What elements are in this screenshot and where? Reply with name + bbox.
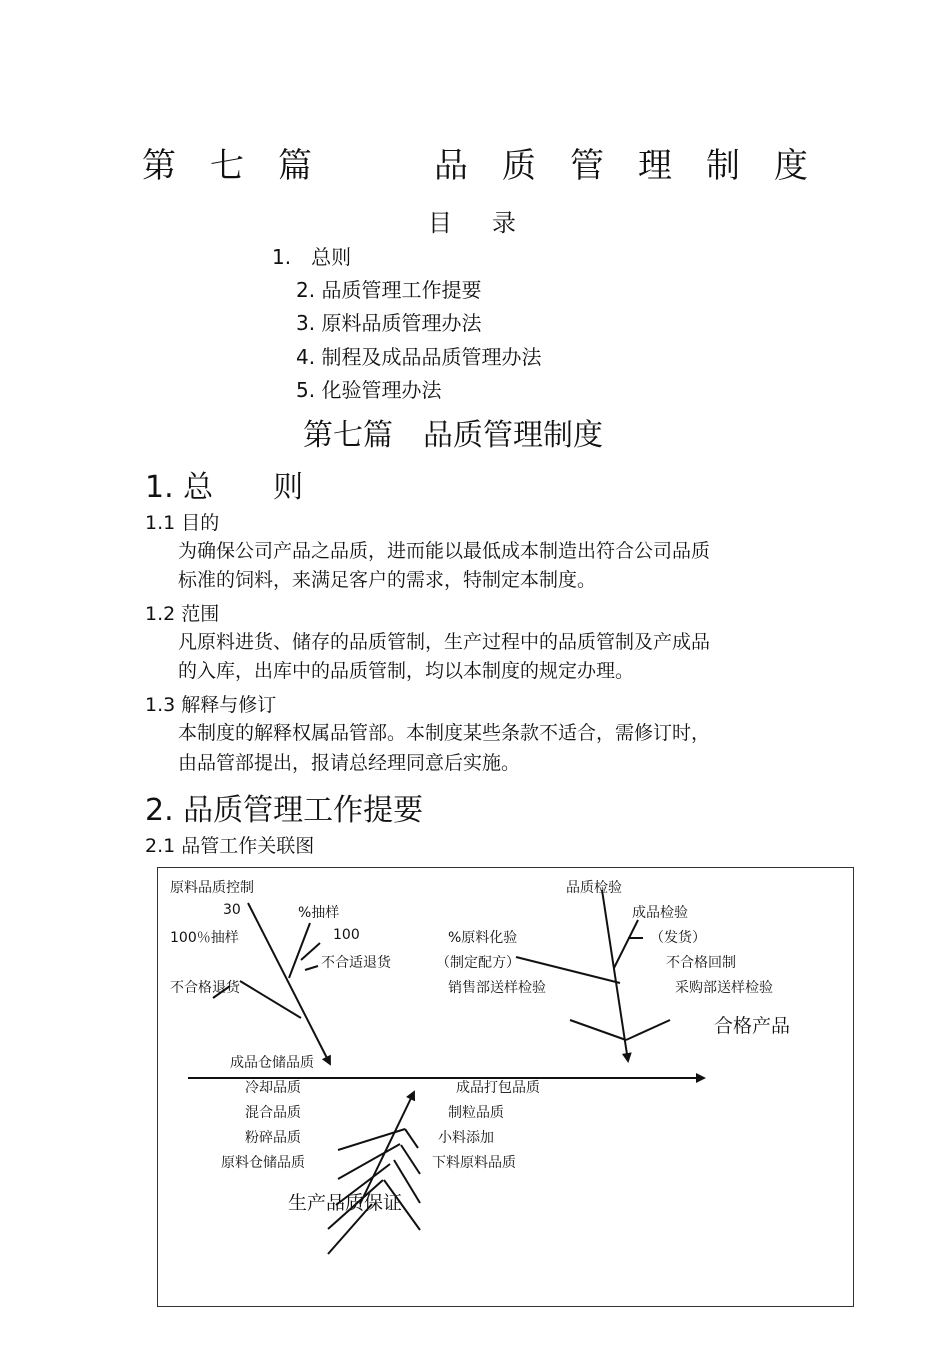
subsection-heading: 1.2 范围: [145, 603, 220, 625]
label-reject-recall: 不合格回制: [666, 955, 736, 971]
label-pct-raw-test: %原料化验: [448, 930, 518, 946]
subsection-heading: 2.1 品管工作关联图: [145, 835, 315, 857]
label-raw-storage: 原料仓储品质: [221, 1155, 305, 1171]
subsection-heading: 1.1 目的: [145, 512, 220, 534]
title-char: 管: [570, 146, 604, 186]
label-production: 生产品质保证: [288, 1192, 403, 1214]
label-mixing: 混合品质: [245, 1105, 301, 1121]
label-unfit-return: 不合适退货: [321, 955, 391, 971]
qc-relation-diagram: [157, 867, 854, 1307]
label-pellet: 制粒品质: [448, 1105, 504, 1121]
paragraph-line: 由品管部提出，报请总经理同意后实施。: [178, 752, 521, 774]
label-30: 30: [223, 902, 241, 918]
paragraph-line: 本制度的解释权属品管部。本制度某些条款不适合，需修订时，: [178, 722, 711, 744]
label-formula: （制定配方）: [436, 955, 520, 971]
section-heading: 1. 总 则: [145, 470, 304, 505]
toc-item: 4. 制程及成品品质管理办法: [296, 345, 542, 369]
title-char: 品: [434, 146, 468, 186]
paragraph-line: 的入库，出库中的品质管制，均以本制度的规定办理。: [178, 660, 635, 682]
title-char: 第: [142, 146, 176, 186]
title-char: 篇: [278, 146, 312, 186]
label-packing: 成品打包品质: [456, 1080, 540, 1096]
label-finished-storage: 成品仓储品质: [230, 1055, 314, 1071]
label-100: 100: [333, 927, 360, 943]
paragraph-line: 凡原料进货、储存的品质管制，生产过程中的品质管制及产成品: [178, 631, 711, 653]
label-raw-qc: 原料品质控制: [170, 880, 254, 896]
toc-item: 5. 化验管理办法: [296, 378, 442, 402]
label-pct-sample: %抽样: [298, 905, 340, 921]
paragraph-line: 标准的饲料，来满足客户的需求，特制定本制度。: [178, 569, 597, 591]
toc-item: 3. 原料品质管理办法: [296, 311, 482, 335]
label-micro: 小料添加: [438, 1130, 494, 1146]
label-product-inspect: 成品检验: [632, 905, 688, 921]
main-title: [0, 138, 950, 187]
section-heading: 2. 品质管理工作提要: [145, 793, 424, 828]
toc-item: 1. 总则: [272, 245, 352, 269]
paragraph-line: 为确保公司产品之品质，进而能以最低成本制造出符合公司品质: [178, 540, 711, 562]
label-grinding: 粉碎品质: [245, 1130, 301, 1146]
label-feed-raw: 下料原料品质: [432, 1155, 516, 1171]
title-char: 制: [706, 146, 740, 186]
title-char: 理: [638, 146, 672, 186]
label-reject-return: 不合格退货: [170, 980, 240, 996]
toc-heading: 目录: [428, 209, 556, 237]
label-qc-inspect: 品质检验: [566, 880, 622, 896]
label-sample100: 100％抽样: [170, 930, 239, 946]
title-char: 质: [502, 146, 536, 186]
title-char: 度: [774, 146, 808, 186]
toc-item: 2. 品质管理工作提要: [296, 278, 482, 302]
label-qualified: 合格产品: [714, 1015, 791, 1037]
subsection-heading: 1.3 解释与修订: [145, 694, 277, 716]
label-purchase-sample: 采购部送样检验: [675, 980, 773, 996]
title-char: 七: [210, 146, 244, 186]
label-ship: （发货）: [650, 930, 706, 946]
label-cooling: 冷却品质: [245, 1080, 301, 1096]
subtitle: 第七篇 品质管理制度: [303, 418, 603, 453]
label-sales-sample: 销售部送样检验: [448, 980, 546, 996]
